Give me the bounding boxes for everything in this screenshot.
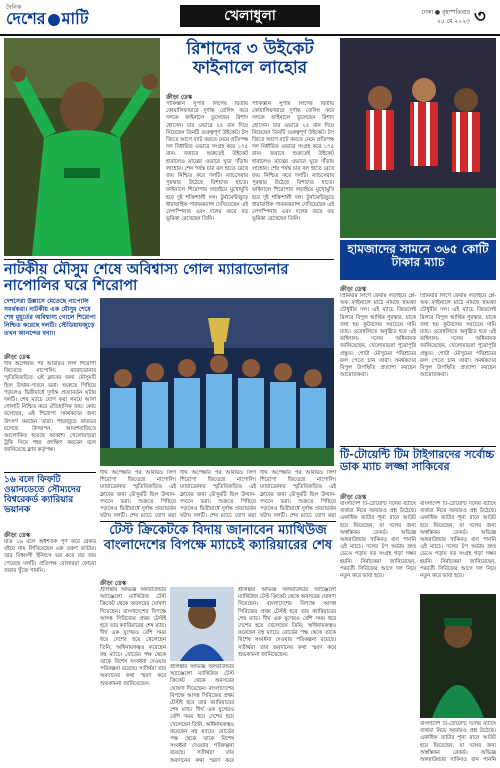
- story2-body-col2: দীর্ঘ অপেক্ষার পর আবারও লিগ শিরোপা জিতেছে নাপোলি। ম্যারাডোনার স্মৃতিবিজড়িত এই ক্লাবের জন্য মৌসুমটি ছিল উত্থান-পতনে ভরা। শুরুতে পিছিয়ে পড়লেও দ্বিতীয়ার্ধে দুর্দান্ত প্রত্যাবর্তন ঘটায় দলটি। শেষ ম্যাচে যোগ করা: [100, 470, 176, 518]
- story1-body-col1: পাকিস্তান সুপার লিগের দ্বিতীয় কোয়ালিফায়ারে দুর্দান্ত বোলিং করে দলকে ফাইনালে তুলেছেন রিশাদ হোসেন। চার ওভারে ২৫ রান দিয়ে নিয়েছেন তিনটি গুরুত্বপূর্ণ উইকেট। টস জিতে আগে ব্যাট করতে নেমে প্রতিপক্ষ দল নির্ধারিত ওভারে সংগ্রহ করে ১৭৫ রান। জবাবে শুরুতেই উইকেট হারালেও মাঝের ওভারে ঘুরে দাঁড়ায় লাহোর। শেষ পর্যন্ত চার বল হাতে রেখে জয় নিশ্চিত করে দলটি। ম্যাচসেরার পুরস্কার উঠেছে রিশাদের হাতে। ফাইনালে শিরোপার লড়াইয়ে মুখোমুখি হবে দুই শক্তিশালী দল। টুর্নামেন্টজুড়ে ধারাবাহিক পারফরম্যান্স দেখিয়েছেন এই লেগস্পিনার এবং দলের জয়ে বড় ভূমিকা রেখেছেন তিনি।: [166, 101, 248, 223]
- story4-top-rule: [340, 446, 496, 447]
- story6-headline: ১৬ বলে ফিফটি ওয়ানডেতে সৌম্যদের বিশ্বরেকর্ড ক্যারিয়ার ভয়ানক: [4, 475, 81, 516]
- story3-headline: হামজাদের সামনে ৩৬৫ কোটি টাকার ম্যাচ: [347, 242, 489, 270]
- page-number: ৩: [474, 6, 486, 27]
- story3-body-col1: প্রিমিয়ার লিগে ফেরার লড়াইয়ে প্লে-অফ ফাইনালে মাঠে নামছে হামজা চৌধুরীর দল। এই ম্যাচে জিতলেই মিলবে বিপুল আর্থিক পুরস্কার, যাকে বলা হয় ফুটবলের সবচেয়ে দামি ম্যাচ। ওয়েম্বলিতে অনুষ্ঠিত হবে এই ফাইনাল। দলের অধিনায়ক জানিয়েছেন, খেলোয়াড়রা পুরোপুরি প্রস্তুত। গোটা মৌসুমের পরিশ্রমের ফল পেতে চান তারা। সমর্থকদের বিপুল উপস্থিতি প্রত্যাশা করছেন আয়োজকরা।: [340, 293, 416, 379]
- story2-headline: নাটকীয় মৌসুম শেষে অবিশ্বাস্য গোল ম্যারাডোনার নাপোলির ঘরে শিরোপা: [4, 262, 289, 295]
- story2-body-col4: দীর্ঘ অপেক্ষার পর আবারও লিগ শিরোপা জিতেছে নাপোলি। ম্যারাডোনার স্মৃতিবিজড়িত এই ক্লাবের জন্য মৌসুমটি ছিল উত্থান-পতনে ভরা। শুরুতে পিছিয়ে পড়লেও দ্বিতীয়ার্ধে দুর্দান্ত প্রত্যাবর্তন ঘটায় দলটি। শেষ ম্যাচে যোগ করা: [260, 470, 336, 518]
- section-title: খেলাধুলা: [180, 5, 320, 27]
- brand-prefix: দৈনিক: [6, 4, 22, 11]
- story4-headline: টি-টোয়েন্টি টিম টাইগারদের সর্বোচ্চ ডাক ম্যাচ লজ্জা সাকিবের: [340, 448, 495, 474]
- story2-byline: ক্রীড়া ডেস্ক: [4, 354, 31, 361]
- date-line-2: ২৫ মে ২০২৩: [437, 18, 470, 25]
- story5-body-col2: শ্রীলঙ্কার অভিজ্ঞ অলরাউন্ডার অ্যাঞ্জেলো ম্যাথিউজ টেস্ট ক্রিকেট থেকে অবসরের ঘোষণা দিয়েছেন। বাংলাদেশের বিপক্ষে আসন্ন সিরিজের প্রথম টেস্টই হবে তার ক্যারিয়ারের শেষ ম্যাচ। দীর্ঘ এক যুগেরও বেশি সময় ধরে দেশের হয়ে খেলেছেন তিনি, অধিনায়কত্বও করেছেন বহু ম্যাচে। বোর্ডের পক্ষ থেকে তাকে বিশেষ সংবর্ধনা দেওয়ার পরিকল্পনা রয়েছে। সতীর্থরা তার অবদানের কথা স্মরণ করে: [170, 664, 234, 763]
- cricketer-celebration-photo: [4, 38, 160, 256]
- story3-headline-box: [340, 240, 496, 280]
- football-players-photo: [340, 38, 496, 238]
- mathews-portrait-photo: [170, 587, 234, 661]
- story3-byline: ক্রীড়া ডেস্ক: [340, 286, 367, 293]
- dejected-cricketer-illustration: [420, 594, 496, 718]
- story5-body-col3: শ্রীলঙ্কার অভিজ্ঞ অলরাউন্ডার অ্যাঞ্জেলো ম্যাথিউজ টেস্ট ক্রিকেট থেকে অবসরের ঘোষণা দিয়েছেন। বাংলাদেশের বিপক্ষে আসন্ন সিরিজের প্রথম টেস্টই হবে তার ক্যারিয়ারের শেষ ম্যাচ। দীর্ঘ এক যুগেরও বেশি সময় ধরে দেশের হয়ে খেলেছেন তিনি, অধিনায়কত্বও করেছেন বহু ম্যাচে। বোর্ডের পক্ষ থেকে তাকে বিশেষ সংবর্ধনা দেওয়ার পরিকল্পনা রয়েছে। সতীর্থরা তার অবদানের কথা স্মরণ করে শুভকামনা জানিয়েছেন।: [238, 587, 336, 658]
- story4-byline: ক্রীড়া ডেস্ক: [340, 494, 367, 501]
- story4-body-col3: বাংলাদেশ টি-টোয়েন্টি দলের ব্যাটিং ব্যর্থতা নিয়ে আবারও প্রশ্ন উঠেছে। একাধিক ব্যাটার শূন্য রানে আউট হয়ে ফিরেছেন, যা দলের জন্য অস্বস্তিকর রেকর্ড। অভিজ্ঞ অলরাউন্ডার সাকিবও রান পাননি: [420, 721, 496, 763]
- globe-icon: [48, 14, 60, 26]
- cricketer-illustration: [4, 38, 160, 256]
- story6-byline: ক্রীড়া ডেস্ক: [4, 532, 31, 539]
- story5-body-col1: শ্রীলঙ্কার অভিজ্ঞ অলরাউন্ডার অ্যাঞ্জেলো ম্যাথিউজ টেস্ট ক্রিকেট থেকে অবসরের ঘোষণা দিয়েছেন। বাংলাদেশের বিপক্ষে আসন্ন সিরিজের প্রথম টেস্টই হবে তার ক্যারিয়ারের শেষ ম্যাচ। দীর্ঘ এক যুগেরও বেশি সময় ধরে দেশের হয়ে খেলেছেন তিনি, অধিনায়কত্বও করেছেন বহু ম্যাচে। বোর্ডের পক্ষ থেকে তাকে বিশেষ সংবর্ধনা দেওয়ার পরিকল্পনা রয়েছে। সতীর্থরা তার অবদানের কথা স্মরণ করে শুভকামনা জানিয়েছেন।: [100, 587, 166, 687]
- story4-body-col2: বাংলাদেশ টি-টোয়েন্টি দলের ব্যাটিং ব্যর্থতা নিয়ে আবারও প্রশ্ন উঠেছে। একাধিক ব্যাটার শূন্য রানে আউট হয়ে ফিরেছেন, যা দলের জন্য অস্বস্তিকর রেকর্ড। অভিজ্ঞ অলরাউন্ডার সাকিবও রান পাননি এই ম্যাচে। দলের টপ অর্ডার দ্রুত ভেঙে পড়ায় বড় সংগ্রহ গড়া সম্ভব হয়নি। নির্বাচকরা জানিয়েছেন, পরবর্তী সিরিজের আগে দল নিয়ে নতুন করে ভাবা হবে।: [420, 501, 496, 580]
- story5-top-rule: [100, 521, 336, 522]
- masthead: [0, 0, 500, 36]
- cricketer-portrait-illustration: [170, 587, 234, 661]
- story1-body-col2: পাকিস্তান সুপার লিগের দ্বিতীয় কোয়ালিফায়ারে দুর্দান্ত বোলিং করে দলকে ফাইনালে তুলেছেন রিশাদ হোসেন। চার ওভারে ২৫ রান দিয়ে নিয়েছেন তিনটি গুরুত্বপূর্ণ উইকেট। টস জিতে আগে ব্যাট করতে নেমে প্রতিপক্ষ দল নির্ধারিত ওভারে সংগ্রহ করে ১৭৫ রান। জবাবে শুরুতেই উইকেট হারালেও মাঝের ওভারে ঘুরে দাঁড়ায় লাহোর। শেষ পর্যন্ত চার বল হাতে রেখে জয় নিশ্চিত করে দলটি। ম্যাচসেরার পুরস্কার উঠেছে রিশাদের হাতে। ফাইনালে শিরোপার লড়াইয়ে মুখোমুখি হবে দুই শক্তিশালী দল। টুর্নামেন্টজুড়ে ধারাবাহিক পারফরম্যান্স দেখিয়েছেন এই লেগস্পিনার এবং দলের জয়ে বড় ভূমিকা রেখেছেন তিনি।: [252, 101, 334, 223]
- date-line-1: ঢাকা ● বৃহস্পতিবার: [421, 9, 470, 16]
- story5-headline: টেস্ট ক্রিকেটকে বিদায় জানাবেন ম্যাথিউজ বাংলাদেশের বিপক্ষে ম্যাচেই ক্যারিয়ারের শেষ: [103, 523, 333, 553]
- story5-byline: ক্রীড়া ডেস্ক: [100, 580, 127, 587]
- story3-body-col2: প্রিমিয়ার লিগে ফেরার লড়াইয়ে প্লে-অফ ফাইনালে মাঠে নামছে হামজা চৌধুরীর দল। এই ম্যাচে জিতলেই মিলবে বিপুল আর্থিক পুরস্কার, যাকে বলা হয় ফুটবলের সবচেয়ে দামি ম্যাচ। ওয়েম্বলিতে অনুষ্ঠিত হবে এই ফাইনাল। দলের অধিনায়ক জানিয়েছেন, খেলোয়াড়রা পুরোপুরি প্রস্তুত। গোটা মৌসুমের পরিশ্রমের ফল পেতে চান তারা। সমর্থকদের বিপুল উপস্থিতি প্রত্যাশা করছেন আয়োজকরা।: [420, 293, 496, 379]
- story1-byline: ক্রীড়া ডেস্ক: [166, 94, 193, 101]
- team-trophy-illustration: [100, 298, 334, 466]
- brand-right: মাটি: [61, 9, 89, 28]
- trophy-celebration-photo: [100, 298, 334, 466]
- dateline: [400, 8, 470, 26]
- brand-left: দেশের: [6, 9, 46, 28]
- story2-body-col3: দীর্ঘ অপেক্ষার পর আবারও লিগ শিরোপা জিতেছে নাপোলি। ম্যারাডোনার স্মৃতিবিজড়িত এই ক্লাবের জন্য মৌসুমটি ছিল উত্থান-পতনে ভরা। শুরুতে পিছিয়ে পড়লেও দ্বিতীয়ার্ধে দুর্দান্ত প্রত্যাবর্তন ঘটায় দলটি। শেষ ম্যাচে যোগ করা: [180, 470, 256, 518]
- story1-headline: রিশাদের ৩ উইকেট ফাইনালে লাহোর: [186, 39, 314, 79]
- story2-top-rule: [4, 259, 334, 260]
- story4-body-col1: বাংলাদেশ টি-টোয়েন্টি দলের ব্যাটিং ব্যর্থতা নিয়ে আবারও প্রশ্ন উঠেছে। একাধিক ব্যাটার শূন্য রানে আউট হয়ে ফিরেছেন, যা দলের জন্য অস্বস্তিকর রেকর্ড। অভিজ্ঞ অলরাউন্ডার সাকিবও রান পাননি এই ম্যাচে। দলের টপ অর্ডার দ্রুত ভেঙে পড়ায় বড় সংগ্রহ গড়া সম্ভব হয়নি। নির্বাচকরা জানিয়েছেন, পরবর্তী সিরিজের আগে দল নিয়ে নতুন করে ভাবা হবে।: [340, 501, 416, 580]
- story6-body: মাত্র ১৬ বলে অর্ধশতক পূর্ণ করে রেকর্ড বইয়ে নাম লিখিয়েছেন এক তরুণ ব্যাটার। তার বিধ্বংসী ইনিংসে ভর করে বড় জয় পেয়েছে দলটি। প্রতিপক্ষ বোলাররা কোনো জবাব খুঁজে পাননি।: [4, 539, 96, 574]
- story2-intro: দেশসেরা উল্লাসে মেতেছে নাপোলি সমর্থকরা। নাটকীয় এক মৌসুম শেষে শেষ মুহূর্তের অবিশ্বাস্য গোলে শিরোপা নিশ্চিত করেছে দলটি। স্টেডিয়ামজুড়ে তখন আনন্দের বন্যা।: [4, 298, 96, 337]
- footballers-illustration: [340, 38, 496, 238]
- shakib-dejected-photo: [420, 594, 496, 718]
- story6-top-rule: [4, 472, 96, 473]
- newspaper-logo: [6, 6, 88, 33]
- story2-body-col1: দীর্ঘ অপেক্ষার পর আবারও লিগ শিরোপা জিতেছে নাপোলি। ম্যারাডোনার স্মৃতিবিজড়িত এই ক্লাবের জন্য মৌসুমটি ছিল উত্থান-পতনে ভরা। শুরুতে পিছিয়ে পড়লেও দ্বিতীয়ার্ধে দুর্দান্ত প্রত্যাবর্তন ঘটায় দলটি। শেষ ম্যাচে যোগ করা সময়ে আসা গোলটি নিশ্চিত করে ঐতিহাসিক জয়। কোচ বলেছেন, এই শিরোপা সমর্থকদের জন্য উৎসর্গ করছেন তারা। শহরজুড়ে রাতভর চলেছে উদযাপন, আতশবাজিতে আলোকিত হয়েছে আকাশ। খেলোয়াড়রা ট্রফি নিয়ে শহর প্রদক্ষিণ করবেন বলে জানিয়েছে ক্লাব কর্তৃপক্ষ।: [4, 361, 96, 454]
